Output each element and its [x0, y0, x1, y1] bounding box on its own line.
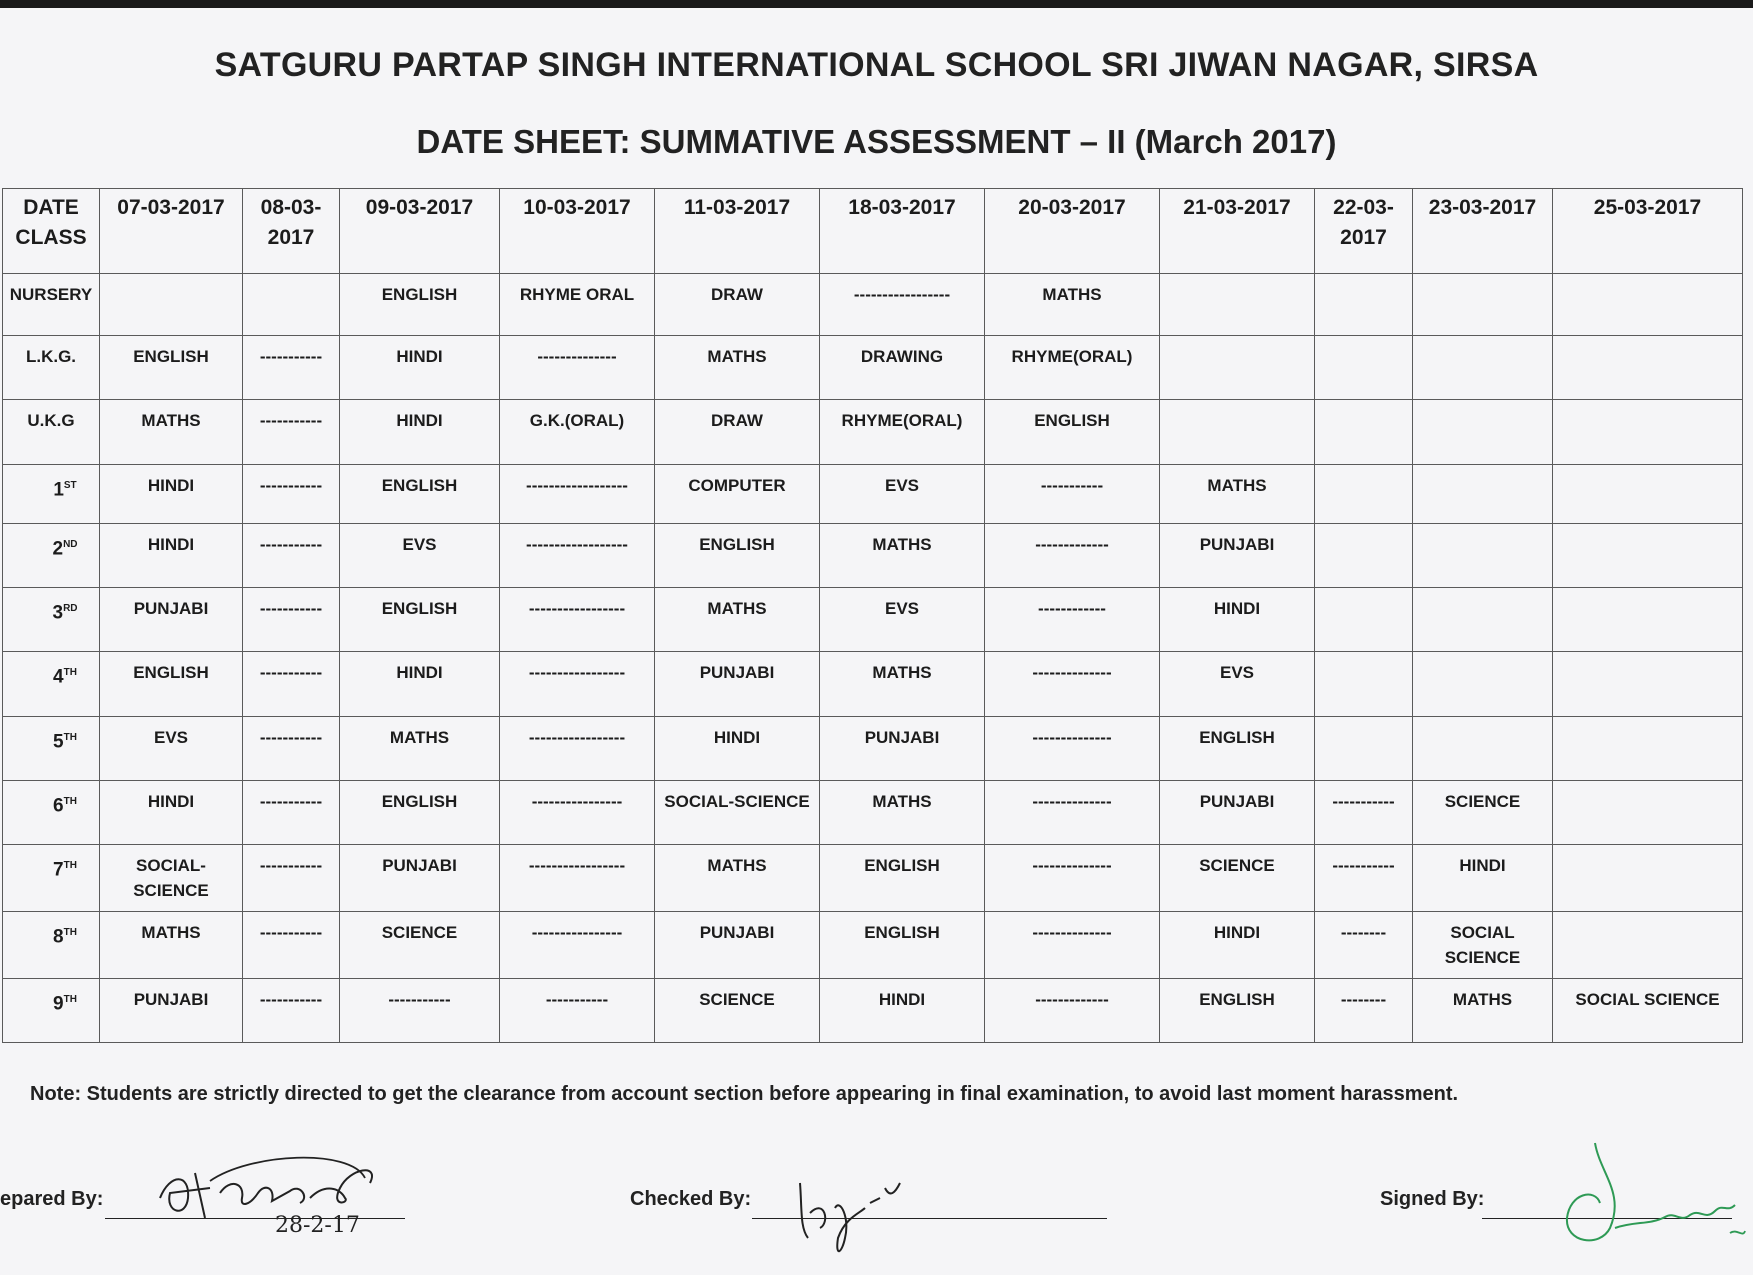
exam-cell: COMPUTER [655, 464, 820, 523]
date-header-6: 18-03-2017 [820, 189, 985, 274]
prepared-by-label: epared By: [0, 1188, 104, 1210]
class-name: 7 [53, 859, 64, 881]
exam-cell [1315, 400, 1413, 464]
exam-cell [1553, 780, 1743, 844]
class-ordinal-suffix: TH [63, 860, 77, 872]
exam-cell [1413, 523, 1553, 587]
prepared-date: 28-2-17 [275, 1213, 360, 1238]
date-sheet-page [0, 8, 1753, 1275]
date-class-corner [3, 189, 100, 274]
class-label-cell [3, 587, 100, 651]
class-label: CLASS [15, 226, 87, 249]
date-header-7: 20-03-2017 [985, 189, 1160, 274]
exam-cell [1553, 652, 1743, 716]
date-header-10: 23-03-2017 [1413, 189, 1553, 274]
exam-cell: HINDI [1160, 911, 1315, 978]
exam-cell: HINDI [655, 716, 820, 780]
table-row [3, 400, 1743, 464]
checked-by-label: Checked By: [630, 1188, 752, 1210]
exam-cell [1315, 716, 1413, 780]
exam-cell: ----------------- [820, 274, 985, 336]
class-ordinal-suffix: RD [63, 602, 78, 614]
exam-cell [1413, 274, 1553, 336]
exam-cell [1553, 400, 1743, 464]
table-row [3, 911, 1743, 978]
exam-cell: ENGLISH [985, 400, 1160, 464]
exam-cell: ----------- [243, 400, 340, 464]
exam-cell: ----------------- [500, 845, 655, 912]
exam-cell: ----------- [985, 464, 1160, 523]
exam-cell: EVS [1160, 652, 1315, 716]
exam-cell: ----------- [243, 780, 340, 844]
class-label-cell [3, 274, 100, 336]
exam-cell [1413, 652, 1553, 716]
exam-cell: EVS [820, 587, 985, 651]
exam-cell: ----------- [1315, 780, 1413, 844]
exam-cell: DRAW [655, 274, 820, 336]
exam-cell [1160, 400, 1315, 464]
date-sheet-table [2, 188, 1743, 1043]
exam-cell: -------------- [985, 911, 1160, 978]
exam-cell: PUNJABI [655, 911, 820, 978]
exam-cell: ENGLISH [1160, 978, 1315, 1042]
exam-cell: HINDI [1413, 845, 1553, 912]
exam-cell: MATHS [1413, 978, 1553, 1042]
exam-cell: -------------- [985, 845, 1160, 912]
exam-cell: SOCIAL SCIENCE [1413, 911, 1553, 978]
exam-cell [243, 274, 340, 336]
exam-cell: ENGLISH [340, 464, 500, 523]
exam-cell: -------------- [500, 336, 655, 400]
table-row [3, 652, 1743, 716]
exam-cell: ----------- [340, 978, 500, 1042]
exam-cell: RHYME(ORAL) [820, 400, 985, 464]
exam-cell [1553, 587, 1743, 651]
class-label-cell [3, 652, 100, 716]
date-header-4: 10-03-2017 [500, 189, 655, 274]
exam-cell [1160, 274, 1315, 336]
exam-cell [1160, 336, 1315, 400]
class-name: 6 [53, 795, 64, 817]
class-ordinal-suffix: TH [63, 926, 77, 938]
note-text: Note: Students are strictly directed to get the clearance from account section before appearing in final examination, to avoid last moment harassment. [30, 1083, 1459, 1105]
class-name: 3 [52, 602, 64, 624]
exam-cell: MATHS [340, 716, 500, 780]
table-row [3, 336, 1743, 400]
exam-cell: MATHS [655, 845, 820, 912]
exam-cell: MATHS [820, 780, 985, 844]
exam-cell: MATHS [985, 274, 1160, 336]
exam-cell: ----------- [243, 523, 340, 587]
class-label-cell [3, 464, 100, 523]
exam-cell: SCIENCE [655, 978, 820, 1042]
exam-cell: -------------- [985, 716, 1160, 780]
exam-cell: PUNJABI [340, 845, 500, 912]
exam-cell: PUNJABI [100, 587, 243, 651]
exam-cell: ENGLISH [820, 845, 985, 912]
exam-cell: DRAWING [820, 336, 985, 400]
exam-cell: ------------------ [500, 464, 655, 523]
class-name: 4 [53, 666, 64, 688]
exam-cell: ENGLISH [100, 652, 243, 716]
exam-cell: PUNJABI [655, 652, 820, 716]
exam-cell: HINDI [340, 652, 500, 716]
exam-cell: EVS [340, 523, 500, 587]
exam-cell: ----------- [243, 978, 340, 1042]
exam-cell: SCIENCE [1160, 845, 1315, 912]
exam-cell: HINDI [820, 978, 985, 1042]
class-label-cell [3, 336, 100, 400]
date-header-5: 11-03-2017 [655, 189, 820, 274]
table-row [3, 274, 1743, 336]
exam-cell: ------------- [985, 523, 1160, 587]
exam-cell [1553, 911, 1743, 978]
exam-cell: ---------------- [500, 911, 655, 978]
exam-cell: PUNJABI [1160, 523, 1315, 587]
exam-cell: RHYME(ORAL) [985, 336, 1160, 400]
table-row [3, 716, 1743, 780]
exam-cell [1315, 523, 1413, 587]
scan-top-edge [0, 0, 1753, 8]
class-label-cell [3, 845, 100, 912]
exam-cell: ----------- [243, 587, 340, 651]
exam-cell [1413, 716, 1553, 780]
exam-cell: ENGLISH [340, 780, 500, 844]
exam-cell: MATHS [820, 523, 985, 587]
exam-cell: ----------------- [500, 716, 655, 780]
exam-cell: SCIENCE [340, 911, 500, 978]
class-name: 2 [52, 537, 64, 559]
exam-cell: RHYME ORAL [500, 274, 655, 336]
exam-cell: HINDI [1160, 587, 1315, 651]
exam-cell [100, 274, 243, 336]
class-ordinal-suffix: TH [63, 667, 77, 679]
class-name: L.K.G. [25, 347, 77, 367]
exam-cell: ------------------ [500, 523, 655, 587]
exam-cell [1315, 336, 1413, 400]
date-header-1: 07-03-2017 [100, 189, 243, 274]
date-header-row [3, 189, 1743, 274]
table-row [3, 464, 1743, 523]
exam-cell: MATHS [655, 336, 820, 400]
sheet-title: DATE SHEET: SUMMATIVE ASSESSMENT – II (March 2017) [416, 123, 1337, 160]
exam-cell: ----------- [243, 336, 340, 400]
exam-cell [1413, 587, 1553, 651]
school-name: SATGURU PARTAP SINGH INTERNATIONAL SCHOOL SRI JIWAN NAGAR, SIRSA [214, 46, 1539, 84]
class-name: 9 [53, 992, 64, 1014]
exam-cell: SOCIAL-SCIENCE [655, 780, 820, 844]
class-name: 8 [53, 926, 64, 948]
exam-cell [1553, 336, 1743, 400]
exam-cell: -------------- [985, 780, 1160, 844]
exam-cell: ----------- [243, 464, 340, 523]
exam-cell: -------- [1315, 911, 1413, 978]
signed-by-signature [1555, 1133, 1750, 1263]
class-ordinal-suffix: TH [63, 795, 77, 807]
class-name: 5 [53, 730, 64, 752]
exam-cell: MATHS [100, 911, 243, 978]
exam-cell: ENGLISH [655, 523, 820, 587]
exam-cell: HINDI [340, 400, 500, 464]
class-ordinal-suffix: TH [63, 993, 77, 1005]
exam-cell: ----------- [243, 652, 340, 716]
exam-cell: PUNJABI [1160, 780, 1315, 844]
exam-cell: MATHS [655, 587, 820, 651]
exam-cell: ------------ [985, 587, 1160, 651]
class-label-cell [3, 716, 100, 780]
exam-cell: HINDI [100, 780, 243, 844]
table-row [3, 523, 1743, 587]
exam-cell [1553, 523, 1743, 587]
exam-cell: ----------------- [500, 587, 655, 651]
exam-cell: ----------- [243, 845, 340, 912]
class-name: NURSERY [9, 285, 93, 304]
class-label-cell [3, 780, 100, 844]
exam-cell: -------- [1315, 978, 1413, 1042]
date-header-2: 08-03-2017 [243, 189, 340, 274]
date-header-3: 09-03-2017 [340, 189, 500, 274]
exam-cell: ENGLISH [340, 274, 500, 336]
exam-cell: ENGLISH [340, 587, 500, 651]
exam-cell: ----------- [500, 978, 655, 1042]
exam-cell: G.K.(ORAL) [500, 400, 655, 464]
exam-cell: EVS [820, 464, 985, 523]
exam-cell: ----------------- [500, 652, 655, 716]
exam-cell [1413, 336, 1553, 400]
class-label-cell [3, 400, 100, 464]
exam-cell [1315, 274, 1413, 336]
class-ordinal-suffix: ND [63, 538, 78, 550]
class-label-cell [3, 911, 100, 978]
exam-cell: ------------- [985, 978, 1160, 1042]
exam-cell: EVS [100, 716, 243, 780]
table-row [3, 845, 1743, 912]
exam-cell: ENGLISH [100, 336, 243, 400]
class-ordinal-suffix: TH [63, 731, 77, 743]
signed-by-label: Signed By: [1380, 1188, 1485, 1210]
exam-cell: SOCIAL-SCIENCE [100, 845, 243, 912]
exam-cell [1553, 464, 1743, 523]
exam-cell [1315, 652, 1413, 716]
exam-cell: -------------- [985, 652, 1160, 716]
exam-cell: ----------- [243, 911, 340, 978]
exam-cell [1413, 400, 1553, 464]
class-name: U.K.G [27, 411, 75, 431]
class-name: 1 [53, 479, 64, 501]
exam-cell: ----------- [243, 716, 340, 780]
exam-cell: MATHS [820, 652, 985, 716]
exam-cell: ENGLISH [820, 911, 985, 978]
date-header-11: 25-03-2017 [1553, 189, 1743, 274]
exam-cell: HINDI [340, 336, 500, 400]
exam-cell: ----------- [1315, 845, 1413, 912]
checked-by-signature [790, 1168, 940, 1263]
exam-cell: MATHS [100, 400, 243, 464]
class-ordinal-suffix: ST [63, 479, 77, 491]
exam-cell: SOCIAL SCIENCE [1553, 978, 1743, 1042]
exam-cell: DRAW [655, 400, 820, 464]
table-row [3, 780, 1743, 844]
class-label-cell [3, 978, 100, 1042]
table-row [3, 587, 1743, 651]
exam-cell [1315, 587, 1413, 651]
date-header-9: 22-03-2017 [1315, 189, 1413, 274]
exam-cell: PUNJABI [100, 978, 243, 1042]
table-row [3, 978, 1743, 1042]
exam-cell: SCIENCE [1413, 780, 1553, 844]
class-label-cell [3, 523, 100, 587]
exam-cell [1553, 845, 1743, 912]
exam-cell: HINDI [100, 523, 243, 587]
exam-cell: PUNJABI [820, 716, 985, 780]
exam-cell: ENGLISH [1160, 716, 1315, 780]
exam-cell [1413, 464, 1553, 523]
exam-cell: ---------------- [500, 780, 655, 844]
date-header-8: 21-03-2017 [1160, 189, 1315, 274]
date-label: DATE [23, 196, 79, 219]
exam-cell [1553, 716, 1743, 780]
exam-cell: MATHS [1160, 464, 1315, 523]
exam-cell: HINDI [100, 464, 243, 523]
exam-cell [1315, 464, 1413, 523]
exam-cell [1553, 274, 1743, 336]
